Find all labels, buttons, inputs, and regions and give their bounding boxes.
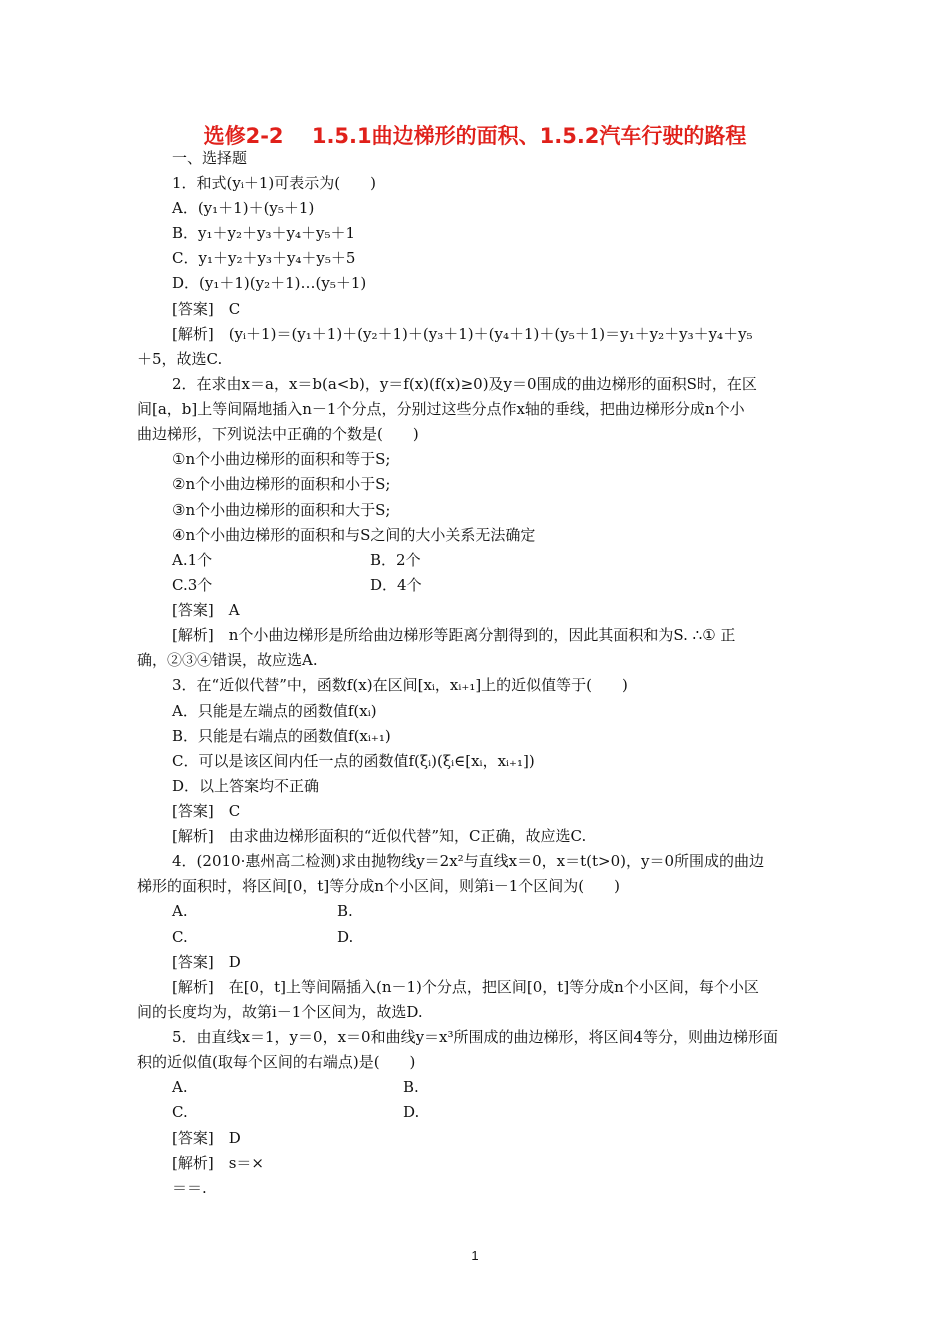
text-line: C. xyxy=(172,928,188,946)
option-right: D. xyxy=(403,1103,420,1121)
text-line: 梯形的面积时，将区间[0，t]等分成n个小区间，则第i－1个区间为( ) xyxy=(137,877,620,895)
text-line: B．只能是右端点的函数值f(xᵢ₊₁) xyxy=(172,727,391,745)
text-line: ＝＝. xyxy=(172,1179,207,1197)
text-line: [解析] n个小曲边梯形是所给曲边梯形等距离分割得到的，因此其面积和为S. ∴① 正 xyxy=(172,626,736,644)
text-line: ④n个小曲边梯形的面积和与S之间的大小关系无法确定 xyxy=(172,526,536,544)
text-line: [解析] 由求曲边梯形面积的“近似代替”知，C正确，故应选C. xyxy=(172,827,587,845)
text-line: 确，②③④错误，故应选A. xyxy=(137,651,318,669)
text-line: D．以上答案均不正确 xyxy=(172,777,320,795)
text-line: [答案] D xyxy=(172,953,241,971)
text-line: A.1个 xyxy=(172,551,213,569)
option-right: B．2个 xyxy=(370,551,421,569)
text-line: ②n个小曲边梯形的面积和小于S; xyxy=(172,475,391,493)
section-heading: 一、选择题 xyxy=(172,149,248,167)
text-line: ＋5，故选C. xyxy=(137,350,223,368)
option-right: B. xyxy=(337,902,353,920)
text-line: C．可以是该区间内任一点的函数值f(ξᵢ)(ξᵢ∈[xᵢ，xᵢ₊₁]) xyxy=(172,752,535,770)
text-line: C. xyxy=(172,1103,188,1121)
text-line: 3．在“近似代替”中，函数f(x)在区间[xᵢ，xᵢ₊₁]上的近似值等于( ) xyxy=(172,676,628,694)
text-line: [解析] s＝× xyxy=(172,1154,264,1172)
text-line: 间[a，b]上等间隔地插入n－1个分点，分别过这些分点作x轴的垂线，把曲边梯形分成n个小 xyxy=(137,400,745,418)
option-right: D. xyxy=(337,928,354,946)
text-line: 2．在求由x＝a，x＝b(a<b)，y＝f(x)(f(x)≥0)及y＝0围成的曲边梯形的面积S时，在区 xyxy=(172,375,757,393)
text-line: [答案] A xyxy=(172,601,240,619)
option-right: B. xyxy=(403,1078,419,1096)
text-line: ③n个小曲边梯形的面积和大于S; xyxy=(172,501,391,519)
text-line: [解析] 在[0，t]上等间隔插入(n－1)个分点，把区间[0，t]等分成n个小区间，每个小区 xyxy=(172,978,759,996)
text-line: C．y₁＋y₂＋y₃＋y₄＋y₅＋5 xyxy=(172,249,356,267)
option-right: D．4个 xyxy=(370,576,422,594)
text-line: ①n个小曲边梯形的面积和等于S; xyxy=(172,450,391,468)
text-line: A. xyxy=(172,1078,188,1096)
text-line: 曲边梯形，下列说法中正确的个数是( ) xyxy=(137,425,419,443)
text-line: A．(y₁＋1)＋(y₅＋1) xyxy=(172,199,315,217)
text-line: A. xyxy=(172,902,188,920)
text-line: [答案] C xyxy=(172,300,241,318)
text-line: [答案] D xyxy=(172,1129,241,1147)
text-line: C.3个 xyxy=(172,576,213,594)
text-line: 1．和式(yᵢ＋1)可表示为( ) xyxy=(172,174,376,192)
text-line: A．只能是左端点的函数值f(xᵢ) xyxy=(172,702,377,720)
text-line: B．y₁＋y₂＋y₃＋y₄＋y₅＋1 xyxy=(172,224,356,242)
text-line: [答案] C xyxy=(172,802,241,820)
page-number: 1 xyxy=(471,1248,479,1263)
text-line: 间的长度均为，故第i－1个区间为，故选D. xyxy=(137,1003,423,1021)
text-line: D．(y₁＋1)(y₂＋1)…(y₅＋1) xyxy=(172,274,367,292)
page-title: 选修2-2 1.5.1曲边梯形的面积、1.5.2汽车行驶的路程 xyxy=(203,124,747,148)
text-line: 4．(2010·惠州高二检测)求由抛物线y＝2x²与直线x＝0，x＝t(t>0)，y＝0所围成的曲边 xyxy=(172,852,765,870)
text-line: 积的近似值(取每个区间的右端点)是( ) xyxy=(137,1053,416,1071)
text-line: [解析] (yᵢ＋1)＝(y₁＋1)＋(y₂＋1)＋(y₃＋1)＋(y₄＋1)＋(y₅＋1)＝y₁＋y₂＋y₃＋y₄＋y₅ xyxy=(172,325,753,343)
text-line: 5．由直线x＝1，y＝0，x＝0和曲线y＝x³所围成的曲边梯形，将区间4等分，则曲边梯形面 xyxy=(172,1028,779,1046)
